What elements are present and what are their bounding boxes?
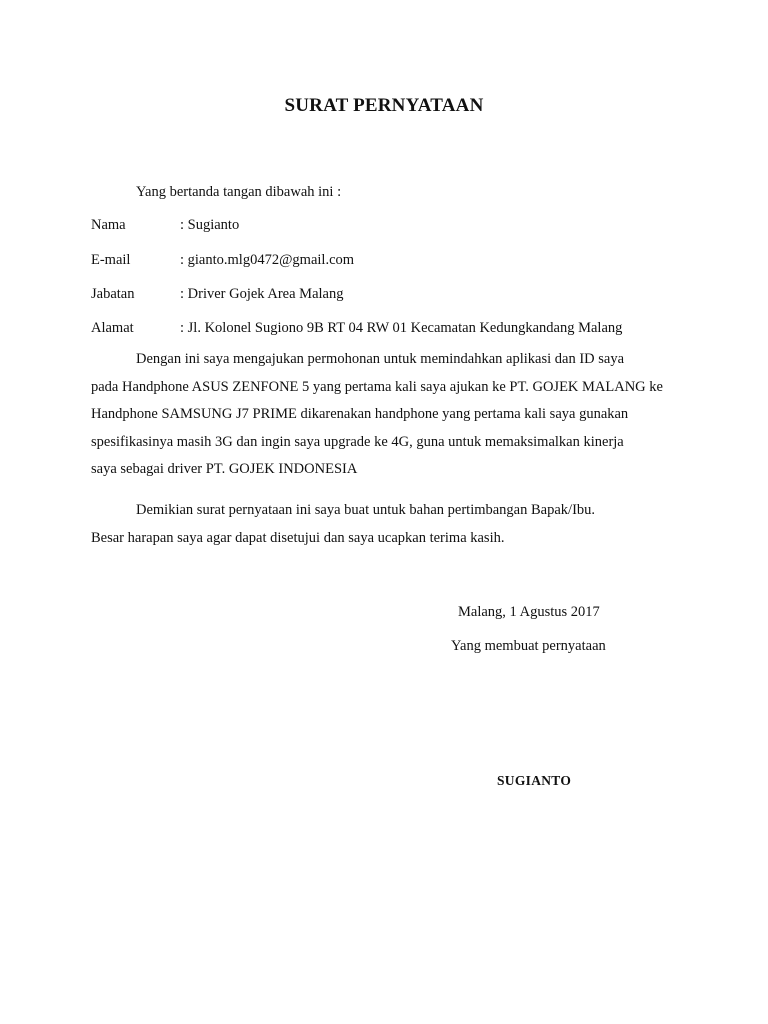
paragraph-line: Handphone SAMSUNG J7 PRIME dikarenakan handphone yang pertama kali saya gunakan	[91, 406, 629, 422]
field-value-email: : gianto.mlg0472@gmail.com	[180, 252, 355, 268]
field-value-jabatan: : Driver Gojek Area Malang	[180, 286, 344, 302]
intro-text: Yang bertanda tangan dibawah ini :	[136, 184, 342, 200]
maker-label: Yang membuat pernyataan	[451, 638, 606, 654]
body-paragraph-request	[91, 346, 677, 484]
field-label-alamat: Alamat	[91, 320, 134, 336]
paragraph-line: Dengan ini saya mengajukan permohonan untuk memindahkan aplikasi dan ID saya	[136, 351, 625, 367]
body-paragraph-closing	[91, 497, 677, 552]
paragraph-line: Besar harapan saya agar dapat disetujui dan saya ucapkan terima kasih.	[91, 529, 505, 546]
paragraph-line: Demikian surat pernyataan ini saya buat untuk bahan pertimbangan Bapak/Ibu.	[136, 502, 596, 518]
field-value-nama: : Sugianto	[180, 217, 240, 233]
letter-title: SURAT PERNYATAAN	[284, 95, 484, 116]
signer-name: SUGIANTO	[497, 773, 572, 788]
paragraph-line: spesifikasinya masih 3G dan ingin saya upgrade ke 4G, guna untuk memaksimalkan kinerja	[91, 433, 624, 450]
field-label-jabatan: Jabatan	[91, 286, 135, 302]
field-value-alamat: : Jl. Kolonel Sugiono 9B RT 04 RW 01 Kecamatan Kedungkandang Malang	[180, 320, 623, 336]
paragraph-line: pada Handphone ASUS ZENFONE 5 yang pertama kali saya ajukan ke PT. GOJEK MALANG ke	[91, 378, 663, 395]
paragraph-line: saya sebagai driver PT. GOJEK INDONESIA	[91, 461, 358, 477]
field-label-nama: Nama	[91, 217, 126, 233]
field-label-email: E-mail	[91, 252, 131, 268]
place-date: Malang, 1 Agustus 2017	[458, 604, 600, 620]
